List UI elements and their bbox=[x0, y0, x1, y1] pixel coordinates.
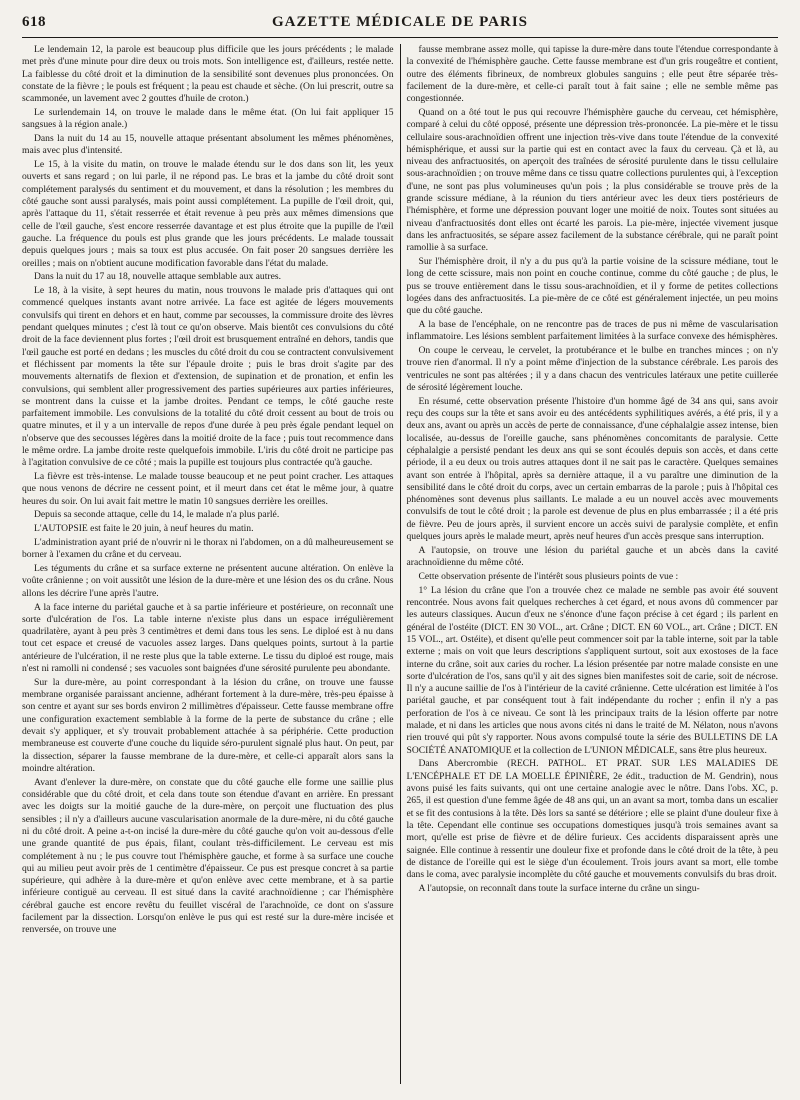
paragraph: A la face interne du pariétal gauche et à sa partie inférieure et postérieure, on reconnaît une sorte d'ulcération de l'os. La table interne n'existe plus dans un espace irrégulièrement quadrilatère, ayant à peu près 3 centimètres et demi dans tous les sens. Le diploé est à nu dans tout cet espace et creusé de vacuoles assez larges. Dans quelques points, surtout à la partie antérieure de l'ulcération, il ne reste plus que la table externe. Le tissu du diploé est rouge, mais n'est ni ramolli ni condensé ; ses vacuoles sont baignées d'une sérosité purulente peu abondante. bbox=[22, 601, 394, 675]
paragraph: A la base de l'encéphale, on ne rencontre pas de traces de pus ni même de vascularisation inflammatoire. Les lésions semblent parfaitement limitées à la surface convexe des hémisphères. bbox=[406, 319, 778, 343]
paragraph: Cette observation présente de l'intérêt sous plusieurs points de vue : bbox=[418, 570, 679, 582]
paragraph: A l'autopsie, on trouve une lésion du pariétal gauche et un abcès dans la cavité arachnoïdienne du même côté. bbox=[406, 544, 778, 569]
paragraph: Dans Abercrombie (RECH. PATHOL. ET PRAT. SUR LES MALADIES DE L'ENCÉPHALE ET DE LA MOELLE ÉPINIÈRE, 2e édit., traduction de M. Gendrin), nous avons puisé les faits suivants, qui ont une certaine analogie avec le nôtre. Dans l'obs. XC, p. 265, il est question d'une femme âgée de 48 ans qui, un an avant sa mort, tomba dans un escalier et se fit des contusions à la tête. Dès lors sa santé se détériore ; elle se plaint d'une douleur fixe à la tête. Cependant elle continue ses occupations domestiques jusqu'à trois semaines avant sa mort, qu'elle est prise de fièvre et de délire furieux. Ces accidents disparaissent après une saignée. Elle continue à ressentir une douleur fixe et profonde dans le côté droit de la tête, à peu de distance de l'oreille qui est le siège d'un écoulement. Trois jours avant sa mort, elle tombe dans le coma, avec paralysie incomplète du côté gauche et mouvements convulsifs du bras droit. bbox=[406, 758, 778, 881]
paragraph: fausse membrane assez molle, qui tapisse la dure-mère dans toute l'étendue correspondante à la convexité de l'hémisphère gauche. Cette fausse membrane est d'un gris rougeâtre et contient, outre des éléments fibrineux, de nombreux globules sanguins ; elle peut être séparée très-facilement de la dure-mère, et celle-ci paraît tout à fait saine ; elle ne semble même pas congestionnée. bbox=[406, 44, 778, 105]
paragraph: Les téguments du crâne et sa surface externe ne présentent aucune altération. On enlève la voûte crânienne ; on voit aussitôt une lésion de la dure-mère et une lésion des os du crâne. Nous allons les décrire l'une après l'autre. bbox=[22, 563, 394, 599]
paragraph: Depuis sa seconde attaque, celle du 14, le malade n'a plus parlé. bbox=[34, 509, 280, 521]
paragraph: Le 18, à la visite, à sept heures du matin, nous trouvons le malade pris d'attaques qui ont commencé quelques instants avant notre arrivée. La face est agitée de légers mouvements convulsifs qui tirent en dehors et en haut, comme par secousses, la commissure droite des lèvres pendant quelques minutes ; c'est là tout ce qu'on observe. Mais bientôt ces convulsions du côté droit de la face deviennent plus fortes ; l'œil droit est brusquement entraîné en dehors, tandis que l'œil gauche est porté en dedans ; les muscles du côté droit du cou se contractent convulsivement et fléchissent par moments la tête sur l'épaule droite ; puis le bras droit s'agite par des mouvements alternatifs de flexion et d'extension, de supination et de pronation, et enfin les convulsions, qui semblent aller progressivement des parties supérieures aux parties inférieures, se montrent dans la cuisse et la jambe droites. Pendant ce temps, le côté gauche reste parfaitement immobile. Les convulsions de la totalité du côté droit cessent au bout de trois ou quatre minutes, et il y a un intervalle de repos d'une durée à peu près égale pendant lequel on n'observe que des secousses légères dans la moitié droite de la face ; puis tout recommence dans le même ordre. La jambe droite reste quelquefois immobile. L'iris du côté droit ne participe pas à l'agitation convulsive de ce côté ; mais la pupille est toujours plus contractée qu'à gauche. bbox=[22, 285, 394, 469]
paragraph: 1° La lésion du crâne que l'on a trouvée chez ce malade ne semble pas avoir été souvent rencontrée. Nous avons fait quelques recherches à cet égard, et nous avons dû commencer par les auteurs classiques. Aucun d'eux ne s'énonce d'une façon précise à cet égard ; ils parlent en général de l'ostéite (DICT. EN 30 VOL., art. Crâne ; DICT. EN 60 VOL., art. Crâne ; DICT. EN 15 VOL., art. Ostéite), et disent qu'elle peut commencer soit par la table interne, soit par la table externe ; mais on voit que leurs descriptions s'appliquent surtout, soit aux exostoses de la face interne du crâne, soit aux caries du rocher. La lésion présentée par notre malade consiste en une sorte d'ulcération de l'os, sans qu'il y ait des signes bien manifestes soit de carie, soit de nécrose. Il n'y a aucune saillie de l'os à l'intérieur de la cavité crânienne. Cette ulcération est limitée à l'os pariétal gauche, et par conséquent tout à fait indépendante du rocher ; enfin il n'y a pas perforation de l'os à ce niveau. Ce sont là les principaux traits de la lésion offerte par notre malade, et ni dans les articles que nous avons cités ni dans le traité de M. Nélaton, nous n'avons rien trouvé qui pût s'y rapporter. Nous avons compulsé toute la série des BULLETINS DE LA SOCIÉTÉ ANATOMIQUE et la collection de L'UNION MÉDICALE, sans être plus heureux. bbox=[406, 584, 778, 756]
left-column bbox=[22, 44, 400, 1084]
page-header bbox=[22, 14, 778, 38]
paragraph: Sur la dure-mère, au point correspondant à la lésion du crâne, on trouve une fausse membrane organisée paraissant ancienne, adhérant fortement à la dure-mère, très-peu épaisse à son centre et ayant sur ses bords environ 2 millimètres d'épaisseur. Cette fausse membrane offre une configuration exactement semblable à la forme de la perte de substance du crâne ; elle devait s'y appliquer, et s'y trouvait probablement attachée à sa périphérie. Cette production membraneuse est couverte d'une couche du liquide séro-purulent signalé plus haut. On peut, par la dissection, séparer la fausse membrane de la dure-mère, et celle-ci apparaît alors sans la moindre altération. bbox=[22, 676, 394, 774]
paragraph: L'AUTOPSIE est faite le 20 juin, à neuf heures du matin. bbox=[34, 523, 254, 535]
paragraph: Le lendemain 12, la parole est beaucoup plus difficile que les jours précédents ; le malade met près d'une minute pour dire deux ou trois mots. Son intelligence est, d'ailleurs, restée nette. La faiblesse du côté droit et la diminution de la sensibilité sont devenues plus prononcées. On constate de la fièvre ; le pouls est fréquent ; la peau est chaude et sèche. (On lui prescrit, outre sa scammonée, un lavement avec 2 gouttes d'huile de croton.) bbox=[22, 44, 394, 105]
paragraph: La fièvre est très-intense. Le malade tousse beaucoup et ne peut point cracher. Les attaques que nous venons de décrire ne cessent point, et il meurt dans cet état le même jour, à quatre heures du soir. On lui avait fait mettre le matin 10 sangsues derrière les oreilles. bbox=[22, 471, 394, 507]
journal-title: GAZETTE MÉDICALE DE PARIS bbox=[271, 14, 528, 30]
page-number: 618 bbox=[22, 14, 46, 30]
paragraph: Le 15, à la visite du matin, on trouve le malade étendu sur le dos dans son lit, les yeux ouverts et sans regard ; on lui parle, il ne répond pas. Le bras et la jambe du côté droit sont complétement paralysés du sentiment et du mouvement, et dans la résolution ; les membres du côté gauche sont aussi paralysés, mais point aussi complétement. La pupille de l'œil droit, qui, après l'attaque du 11, s'était resserrée et était revenue à peu près aux mêmes dimensions que celle de l'œil gauche, s'est encore resserrée davantage et est plus étroite que la pupille de l'œil gauche. La fréquence du pouls est plus grande que les jours précédents. Le malade toussait depuis quelques jours ; mais sa toux est plus accusée. On fait poser 20 sangsues derrière les oreilles ; mais on n'obtient aucune modification favorable dans l'état du malade. bbox=[22, 159, 394, 269]
paragraph: L'administration ayant prié de n'ouvrir ni le thorax ni l'abdomen, on a dû malheureusement se borner à l'examen du crâne et du cerveau. bbox=[22, 537, 394, 561]
paragraph: A l'autopsie, on reconnaît dans toute la surface interne du crâne un singu- bbox=[418, 882, 700, 894]
paragraph: Avant d'enlever la dure-mère, on constate que du côté gauche elle forme une saillie plus considérable que du côté droit, et cela dans toute son étendue d'avant en arrière. En pressant avec les doigts sur la moitié gauche de la dure-mère, on perçoit une fluctuation des plus sensibles ; il n'y a d'ailleurs aucune vascularisation anormale de la dure-mère, ni du côté gauche ni du côté droit. A peine a-t-on incisé la dure-mère du côté gauche qu'on voit au-dessous d'elle une grande quantité de pus épais, filant, coulant très-difficilement. Le cerveau est mis complétement à nu ; le pus couvre tout l'hémisphère gauche, et forme à sa surface une couche qui au milieu peut avoir près de 1 centimètre d'épaisseur. Ce pus est presque concret à sa partie supérieure, qui adhère à la dure-mère et qu'on enlève avec cette membrane, et à sa partie inférieure contiguë au cerveau. Il est situé dans la cavité arachnoïdienne ; car l'hémisphère cérébral gauche est encore revêtu du feuillet viscéral de l'arachnoïde, ce dont on s'assure facilement par la dissection. Lorsqu'on enlève le pus qui est resté sur la dure-mère incisée et renversée, on trouve une bbox=[22, 776, 394, 936]
paragraph: Le surlendemain 14, on trouve le malade dans le même état. (On lui fait appliquer 15 sangsues à la région anale.) bbox=[22, 106, 394, 131]
paragraph: On coupe le cerveau, le cervelet, la protubérance et le bulbe en tranches minces ; on n'y trouve rien d'anormal. Il n'y a point même d'injection de la substance cérébrale. Les parois des ventricules ne sont pas altérées ; il y a dans chacun des ventricules latéraux une petite cuillerée de sérosité légèrement louche. bbox=[406, 345, 778, 394]
paragraph: Quand on a ôté tout le pus qui recouvre l'hémisphère gauche du cerveau, cet hémisphère, comparé à celui du côté opposé, présente une dépression très-prononcée. La pie-mère et le tissu cellulaire sous-arachnoïdien offrent une injection très-vive dans toute l'étendue de la convexité hémisphérique, et aussi sur la partie qui est en contact avec la faux du cerveau. Çà et là, au niveau des anfractuosités, on aperçoit des traînées de sérosité purulente dans le tissu cellulaire sous-arachnoïdien ; on trouve même dans ce tissu quatre collections purulentes qui, à l'exception d'une, ne sont pas plus volumineuses qu'un pois ; la plus considérable se trouve près de la grande scissure médiane, à la réunion du tiers antérieur avec les deux tiers postérieurs de l'hémisphère, et forme une dépression pouvant loger une moitié de noix. Toutes sont situées au niveau d'anfractuosités dont elles ont écarté les parois. La pie-mère, injectée vivement jusque dans les anfractuosités, se sépare assez facilement de la substance cérébrale, qui ne paraît point ramollie à sa surface. bbox=[406, 106, 778, 254]
paragraph: Sur l'hémisphère droit, il n'y a du pus qu'à la partie voisine de la scissure médiane, tout le long de cette scissure, mais non point en couche continue, comme du côté gauche ; de plus, le pus se trouve entièrement dans le tissu sous-arachnoïdien, et il y forme de petites collections logées dans des anfractuosités. La pie-mère de ce côté est généralement injectée, un peu moins que du côté gauche. bbox=[406, 256, 778, 317]
paragraph: Dans la nuit du 17 au 18, nouvelle attaque semblable aux autres. bbox=[34, 271, 281, 283]
paragraph: Dans la nuit du 14 au 15, nouvelle attaque présentant absolument les mêmes phénomènes, mais avec plus d'intensité. bbox=[22, 133, 394, 157]
paragraph: En résumé, cette observation présente l'histoire d'un homme âgé de 34 ans qui, sans avoir reçu des coups sur la tête et sans avoir eu des antécédents syphilitiques avérés, a été pris, il y a deux ans, avant ou après un accès de perte de connaissance, d'une céphalalgie assez intense, bien localisée, au-dessus de l'oreille gauche, sans phénomènes concomitants de paralysie. Cette céphalalgie a persisté pendant les deux ans qui se sont écoulés depuis son accès, et dans cette période, il a eu deux ou trois autres attaques dont il ne sait pas le caractère. Quelques semaines avant son entrée à l'hôpital, après sa dernière attaque, il a vu paraître une diminution de la sensibilité dans le côté droit du corps, avec un certain embarras de la parole ; puis à l'hôpital ces phénomènes sont devenus plus saillants. Le malade a eu un nouvel accès avec mouvements convulsifs de tout le côté droit ; la parole est devenue de plus en plus embarrassée ; il a été pris de fièvre. Peu de jours après, il survient encore un accès suivi de paralysie complète, et enfin quelques jours après le malade meurt, après neuf heures d'un accès presque sans interruption. bbox=[406, 395, 778, 543]
text-columns bbox=[22, 44, 778, 1084]
right-column bbox=[400, 44, 779, 1084]
